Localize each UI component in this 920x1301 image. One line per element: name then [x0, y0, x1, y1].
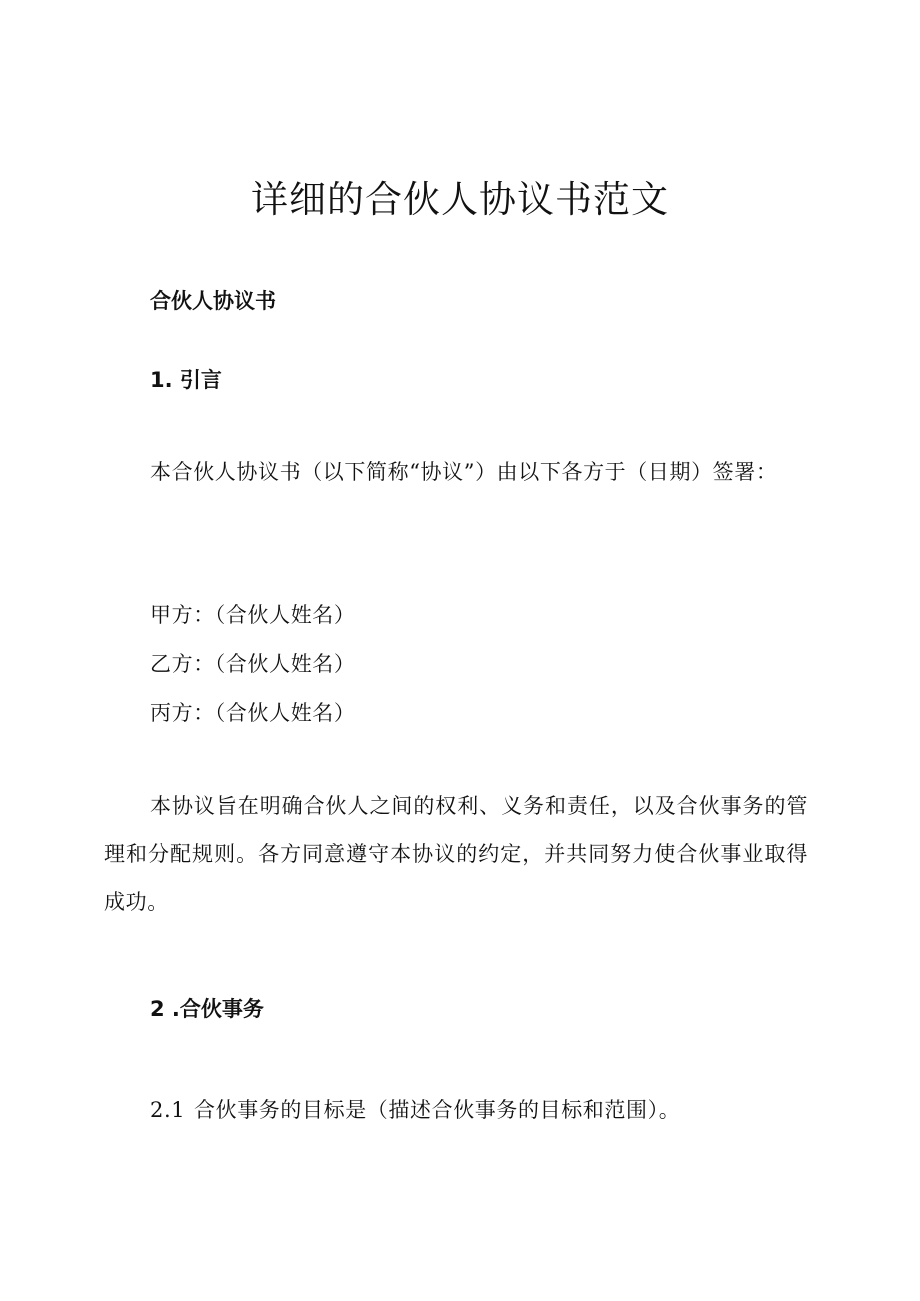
clause-2-1	[150, 1096, 680, 1124]
document-title: 详细的合伙人协议书范文	[251, 178, 669, 221]
clause-2-1-text: 合伙事务的目标是（描述合伙事务的目标和范围）。	[194, 1098, 681, 1122]
agreement-subtitle: 合伙人协议书	[150, 289, 276, 313]
party-a-line: 甲方：（合伙人姓名）	[150, 603, 356, 627]
party-b-line: 乙方：（合伙人姓名）	[150, 652, 356, 676]
section-2-heading: 2 .合伙事务	[150, 997, 264, 1021]
party-c-line: 丙方：（合伙人姓名）	[150, 701, 356, 725]
section-1-heading: 1. 引言	[150, 368, 222, 392]
clause-2-1-number: 2.1	[150, 1098, 186, 1122]
section-1-purpose-paragraph: 本协议旨在明确合伙人之间的权利、义务和责任，以及合伙事务的管理和分配规则。各方同意遵守本协议的约定，并共同努力使合伙事业取得成功。	[104, 794, 808, 914]
section-1-intro-paragraph: 本合伙人协议书（以下简称“协议”）由以下各方于（日期）签署：	[150, 460, 778, 484]
